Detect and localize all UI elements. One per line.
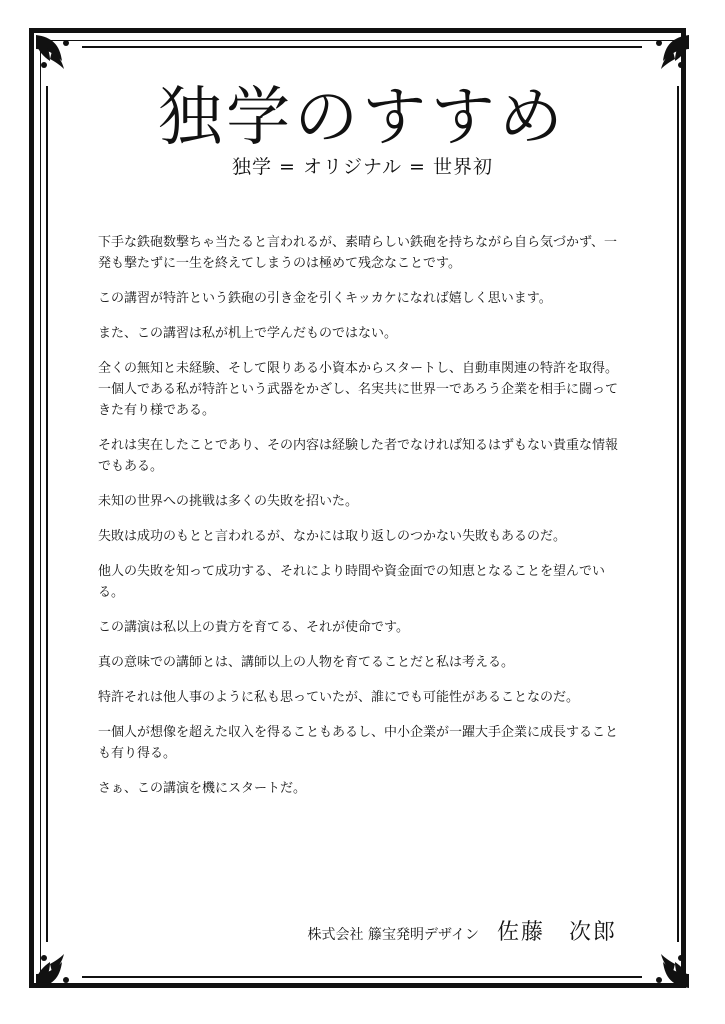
- paragraph: また、この講習は私が机上で学んだものではない。: [98, 326, 398, 341]
- paragraph: それは実在したことであり、その内容は経験した者でなければ知るはずもない貴重な情報でもある。: [98, 438, 619, 474]
- signature: [308, 918, 618, 950]
- corner-ornament-top-right: [641, 31, 693, 83]
- author-name: 佐藤 次郎: [496, 920, 617, 945]
- company-name: 株式会社 籐宝発明デザイン: [307, 927, 479, 943]
- paragraph: この講習が特許という鉄砲の引き金を引くキッカケになれば嬉しく思います。: [98, 291, 552, 306]
- right-rule: [677, 86, 679, 942]
- paragraph: 特許それは他人事のように私も思っていたが、誰にでも可能性があることなのだ。: [98, 690, 580, 705]
- corner-ornament-top-left: [32, 31, 84, 83]
- paragraph: 全くの無知と未経験、そして限りある小資本からスタートし、自動車関連の特許を取得。一個人である私が特許という武器をかざし、名実共に世界一であろう企業を相手に闘ってきた有り様である。: [98, 361, 619, 418]
- corner-ornament-bottom-left: [32, 940, 84, 992]
- page-title: 独学のすすめ: [158, 81, 567, 155]
- top-rule: [82, 46, 642, 48]
- bottom-rule: [82, 976, 642, 978]
- paragraph: 真の意味での講師とは、講師以上の人物を育てることだと私は考える。: [98, 655, 515, 670]
- paragraph: 一個人が想像を超えた収入を得ることもあるし、中小企業が一躍大手企業に成長することも有り得る。: [98, 725, 619, 761]
- page-subtitle: 独学 = オリジナル = 世界初: [231, 156, 494, 178]
- paragraph: 下手な鉄砲数撃ちゃ当たると言われるが、素晴らしい鉄砲を持ちながら自ら気づかず、一発も撃たずに一生を終えてしまうのは極めて残念なことです。: [98, 235, 617, 271]
- corner-ornament-bottom-right: [641, 940, 693, 992]
- paragraph: 他人の失敗を知って成功する、それにより時間や資金面での知恵となることを望んでいる。: [98, 564, 606, 600]
- left-rule: [46, 86, 48, 942]
- paragraph: この講演は私以上の貴方を育てる、それが使命です。: [98, 620, 409, 635]
- paragraph: 失敗は成功のもとと言われるが、なかには取り返しのつかない失敗もあるのだ。: [98, 529, 567, 544]
- paragraph: さぁ、この講演を機にスタートだ。: [98, 781, 307, 796]
- paragraph: 未知の世界への挑戦は多くの失敗を招いた。: [98, 494, 359, 509]
- body-text: [98, 232, 626, 813]
